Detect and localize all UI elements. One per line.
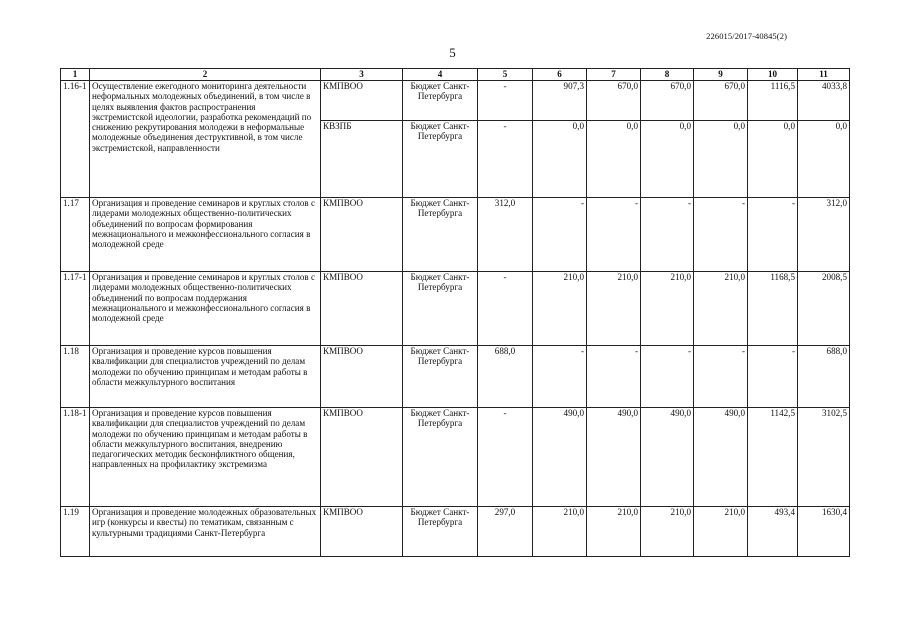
value-cell: - [694,346,748,408]
value-cell: 0,0 [694,121,748,198]
value-cell: - [587,198,641,272]
value-cell: 3102,5 [798,408,850,507]
value-cell: - [533,346,587,408]
value-cell: 210,0 [587,272,641,346]
value-cell: 210,0 [694,507,748,557]
column-header: 9 [694,69,748,81]
value-cell: 0,0 [587,121,641,198]
value-cell: 670,0 [587,81,641,121]
value-cell: 210,0 [694,272,748,346]
value-cell: 1630,4 [798,507,850,557]
value-cell: 210,0 [641,507,694,557]
value-cell: 0,0 [748,121,798,198]
executor: КВЗПБ [321,121,403,198]
table-row [61,198,850,272]
table-row [61,346,850,408]
column-header: 2 [90,69,321,81]
value-cell: 493,4 [748,507,798,557]
column-header: 10 [748,69,798,81]
funding-source: Бюджет Санкт-Петербурга [403,408,478,507]
executor: КМПВОО [321,408,403,507]
executor: КМПВОО [321,507,403,557]
value-cell: 4033,8 [798,81,850,121]
measure-number: 1.18 [61,346,90,408]
table-row [61,507,850,557]
value-cell: 1142,5 [748,408,798,507]
column-header: 11 [798,69,850,81]
value-cell: 490,0 [533,408,587,507]
value-cell: - [748,346,798,408]
value-cell: 1116,5 [748,81,798,121]
page-number: 5 [449,45,456,60]
value-cell: - [533,198,587,272]
value-cell: 210,0 [533,272,587,346]
funding-source: Бюджет Санкт-Петербурга [403,346,478,408]
value-cell: 490,0 [694,408,748,507]
program-measures-table [60,68,850,557]
column-header: 4 [403,69,478,81]
value-cell: - [478,121,533,198]
executor: КМПВОО [321,346,403,408]
value-cell: 210,0 [641,272,694,346]
value-cell: - [748,198,798,272]
value-cell: 312,0 [798,198,850,272]
value-cell: 670,0 [694,81,748,121]
funding-source: Бюджет Санкт-Петербурга [403,198,478,272]
value-cell: - [478,81,533,121]
measure-number: 1.16-1 [61,81,90,198]
value-cell: 688,0 [798,346,850,408]
measure-name: Организация и проведение курсов повышения квалификации для специалистов учреждений по делам молодежи по обучению принципам и методам работы в области межкультурного воспитания, внедрению педагогических методик бесконфликтного общения, направленных на профилактику экстремизма [90,408,321,507]
value-cell: 907,3 [533,81,587,121]
value-cell: 2008,5 [798,272,850,346]
funding-source: Бюджет Санкт-Петербурга [403,507,478,557]
value-cell: 0,0 [798,121,850,198]
table-row [61,408,850,507]
value-cell: 1168,5 [748,272,798,346]
measure-name: Организация и проведение молодежных образовательных игр (конкурсы и квесты) по тематикам, связанным с культурными традициями Санкт-Петербурга [90,507,321,557]
executor: КМПВОО [321,81,403,121]
value-cell: - [587,346,641,408]
measure-name: Организация и проведение семинаров и круглых столов с лидерами молодежных общественно-политических объединений по вопросам поддержания межнационального и межконфессионального согласия в молодежной среде [90,272,321,346]
value-cell: - [694,198,748,272]
measure-number: 1.17 [61,198,90,272]
value-cell: 688,0 [478,346,533,408]
value-cell: 210,0 [587,507,641,557]
executor: КМПВОО [321,198,403,272]
funding-source: Бюджет Санкт-Петербурга [403,81,478,121]
value-cell: 210,0 [533,507,587,557]
table-row [61,272,850,346]
measure-number: 1.19 [61,507,90,557]
executor: КМПВОО [321,272,403,346]
column-header: 3 [321,69,403,81]
funding-source: Бюджет Санкт-Петербурга [403,272,478,346]
value-cell: - [641,198,694,272]
document-number: 226015/2017-40845(2) [706,31,787,41]
column-header: 8 [641,69,694,81]
measure-number: 1.17-1 [61,272,90,346]
measure-number: 1.18-1 [61,408,90,507]
value-cell: 490,0 [641,408,694,507]
measure-name: Организация и проведение семинаров и круглых столов с лидерами молодежных общественно-политических объединений по вопросам формирования межнационального и межконфессионального согласия в молодежной среде [90,198,321,272]
column-header: 5 [478,69,533,81]
value-cell: 670,0 [641,81,694,121]
value-cell: - [478,408,533,507]
value-cell: 297,0 [478,507,533,557]
measure-name: Осуществление ежегодного мониторинга деятельности неформальных молодежных объединений, в том числе в целях выявления фактов распространения экстремистской идеологии, разработка рекомендаций по снижению рекрутирования молодежи в неформальные молодежные объединения деструктивной, в том числе экстремистской, направленности [90,81,321,198]
value-cell: 0,0 [533,121,587,198]
table-header-row [61,69,850,81]
column-header: 6 [533,69,587,81]
value-cell: - [641,346,694,408]
table-row [61,81,850,121]
value-cell: - [478,272,533,346]
funding-source: Бюджет Санкт-Петербурга [403,121,478,198]
column-header: 7 [587,69,641,81]
value-cell: 312,0 [478,198,533,272]
value-cell: 490,0 [587,408,641,507]
measure-name: Организация и проведение курсов повышения квалификации для специалистов учреждений по делам молодежи по обучению принципам и методам работы в области межкультурного воспитания [90,346,321,408]
value-cell: 0,0 [641,121,694,198]
column-header: 1 [61,69,90,81]
